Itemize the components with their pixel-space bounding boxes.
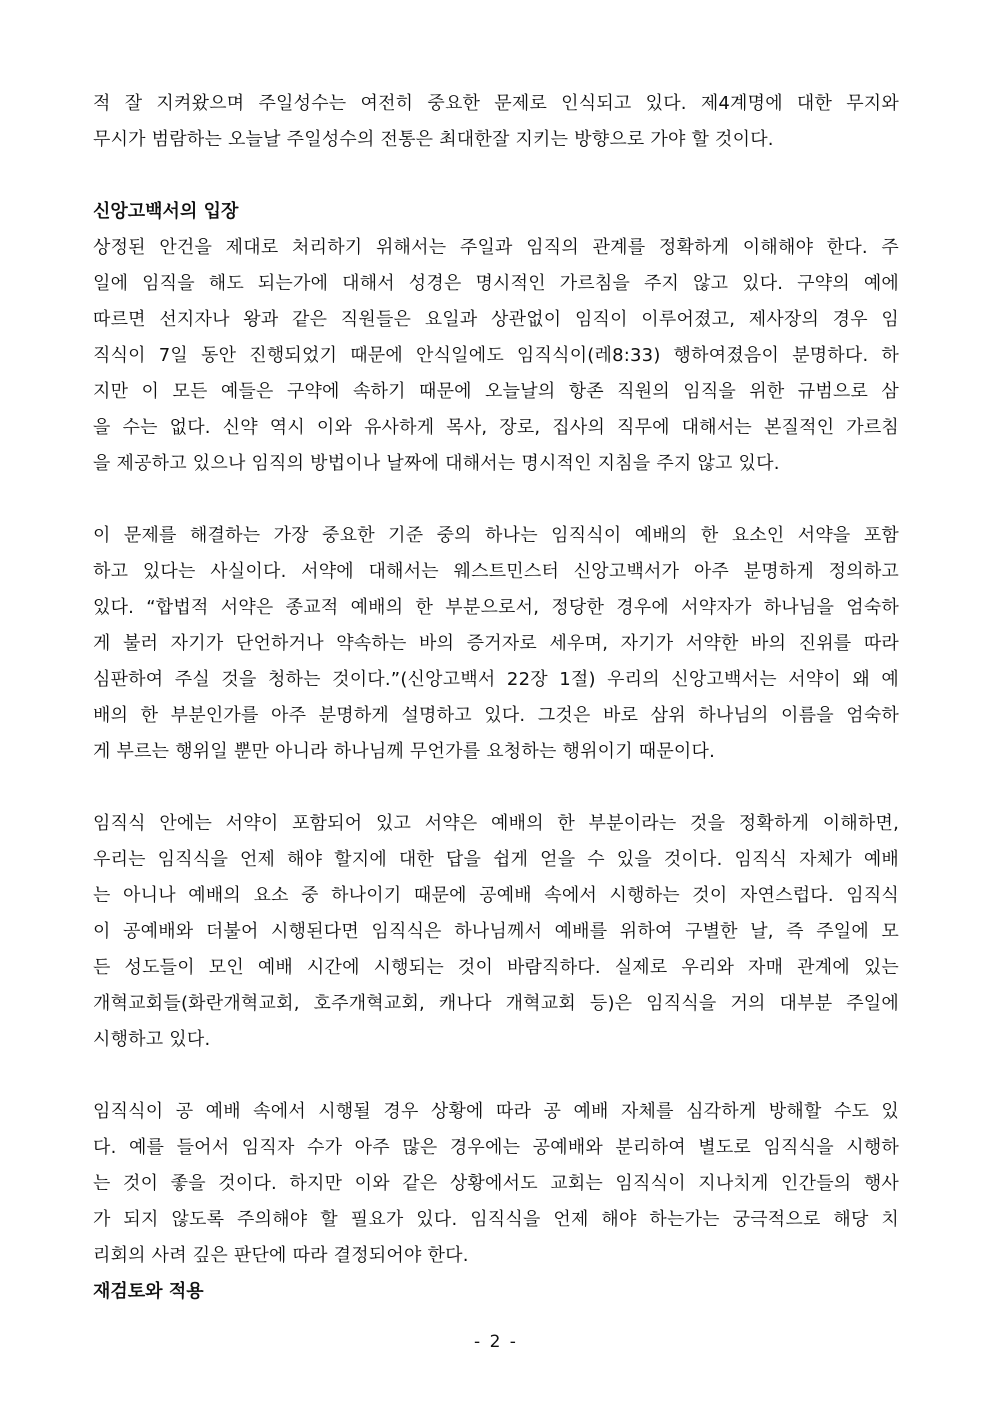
text-line: 시행하고 있다. — [93, 1029, 211, 1050]
text-line: 무시가 범람하는 오늘날 주일성수의 전통은 최대한잘 지키는 방향으로 가야 할 것이다. — [93, 129, 774, 150]
text-line: 을 제공하고 있으나 임직의 방법이나 날짜에 대해서는 명시적인 지침을 주지 않고 있다. — [93, 453, 780, 474]
text-line: 일에 임직을 해도 되는가에 대해서 성경은 명시적인 가르침을 주지 않고 있다. 구약의 예에 — [93, 273, 899, 294]
text-line: 개혁교회들(화란개혁교회, 호주개혁교회, 캐나다 개혁교회 등)은 임직식을 거의 대부분 주일에 — [93, 993, 899, 1014]
paragraph-3 — [93, 806, 899, 1058]
page-number: - 2 - — [474, 1332, 518, 1352]
document-page — [93, 86, 899, 1310]
paragraph-4 — [93, 1094, 899, 1274]
text-line: 하고 있다는 사실이다. 서약에 대해서는 웨스트민스터 신앙고백서가 아주 분명하게 정의하고 — [93, 561, 899, 582]
text-line: 심판하여 주실 것을 청하는 것이다.”(신앙고백서 22장 1절) 우리의 신앙고백서는 서약이 왜 예 — [93, 669, 899, 690]
text-line: 임직식이 공 예배 속에서 시행될 경우 상황에 따라 공 예배 자체를 심각하게 방해할 수도 있 — [93, 1101, 899, 1122]
text-line: 배의 한 부분인가를 아주 분명하게 설명하고 있다. 그것은 바로 삼위 하나님의 이름을 엄숙하 — [93, 705, 899, 726]
text-line: 는 아니나 예배의 요소 중 하나이기 때문에 공예배 속에서 시행하는 것이 자연스럽다. 임직식 — [93, 885, 899, 906]
text-line: 직식이 7일 동안 진행되었기 때문에 안식일에도 임직식이(레8:33) 행하여졌음이 분명하다. 하 — [93, 345, 899, 366]
paragraph-1 — [93, 230, 899, 482]
section-heading: 신앙고백서의 입장 — [93, 201, 239, 222]
text-line: 적 잘 지켜왔으며 주일성수는 여전히 중요한 문제로 인식되고 있다. 제4계명에 대한 무지와 — [93, 93, 899, 114]
text-line: 리회의 사려 깊은 판단에 따라 결정되어야 한다. — [93, 1245, 469, 1266]
text-line: 우리는 임직식을 언제 해야 할지에 대한 답을 쉽게 얻을 수 있을 것이다. 임직식 자체가 예배 — [93, 849, 899, 870]
text-line: 이 문제를 해결하는 가장 중요한 기준 중의 하나는 임직식이 예배의 한 요소인 서약을 포함 — [93, 525, 899, 546]
text-line: 상정된 안건을 제대로 처리하기 위해서는 주일과 임직의 관계를 정확하게 이해해야 한다. 주 — [93, 237, 899, 258]
text-line: 가 되지 않도록 주의해야 할 필요가 있다. 임직식을 언제 해야 하는가는 궁극적으로 해당 치 — [93, 1209, 899, 1230]
paragraph-2 — [93, 518, 899, 770]
text-line: 있다. “합법적 서약은 종교적 예배의 한 부분으로서, 정당한 경우에 서약자가 하나님을 엄숙하 — [93, 597, 899, 618]
text-line: 게 불러 자기가 단언하거나 약속하는 바의 증거자로 세우며, 자기가 서약한 바의 진위를 따라 — [93, 633, 899, 654]
text-line: 지만 이 모든 예들은 구약에 속하기 때문에 오늘날의 항존 직원의 임직을 위한 규범으로 삼 — [93, 381, 899, 402]
text-line: 다. 예를 들어서 임직자 수가 아주 많은 경우에는 공예배와 분리하여 별도로 임직식을 시행하 — [93, 1137, 899, 1158]
text-line: 이 공예배와 더불어 시행된다면 임직식은 하나님께서 예배를 위하여 구별한 날, 즉 주일에 모 — [93, 921, 899, 942]
text-line: 는 것이 좋을 것이다. 하지만 이와 같은 상황에서도 교회는 임직식이 지나치게 인간들의 행사 — [93, 1173, 899, 1194]
text-line: 든 성도들이 모인 예배 시간에 시행되는 것이 바람직하다. 실제로 우리와 자매 관계에 있는 — [93, 957, 899, 978]
text-line: 을 수는 없다. 신약 역시 이와 유사하게 목사, 장로, 집사의 직무에 대해서는 본질적인 가르침 — [93, 417, 899, 438]
text-line: 따르면 선지자나 왕과 같은 직원들은 요일과 상관없이 임직이 이루어졌고, 제사장의 경우 임 — [93, 309, 899, 330]
text-line: 게 부르는 행위일 뿐만 아니라 하나님께 무언가를 요청하는 행위이기 때문이다. — [93, 741, 716, 762]
text-line: 임직식 안에는 서약이 포함되어 있고 서약은 예배의 한 부분이라는 것을 정확하게 이해하면, — [93, 813, 899, 834]
section-heading: 재검토와 적용 — [93, 1281, 204, 1302]
intro-paragraph — [93, 86, 899, 158]
